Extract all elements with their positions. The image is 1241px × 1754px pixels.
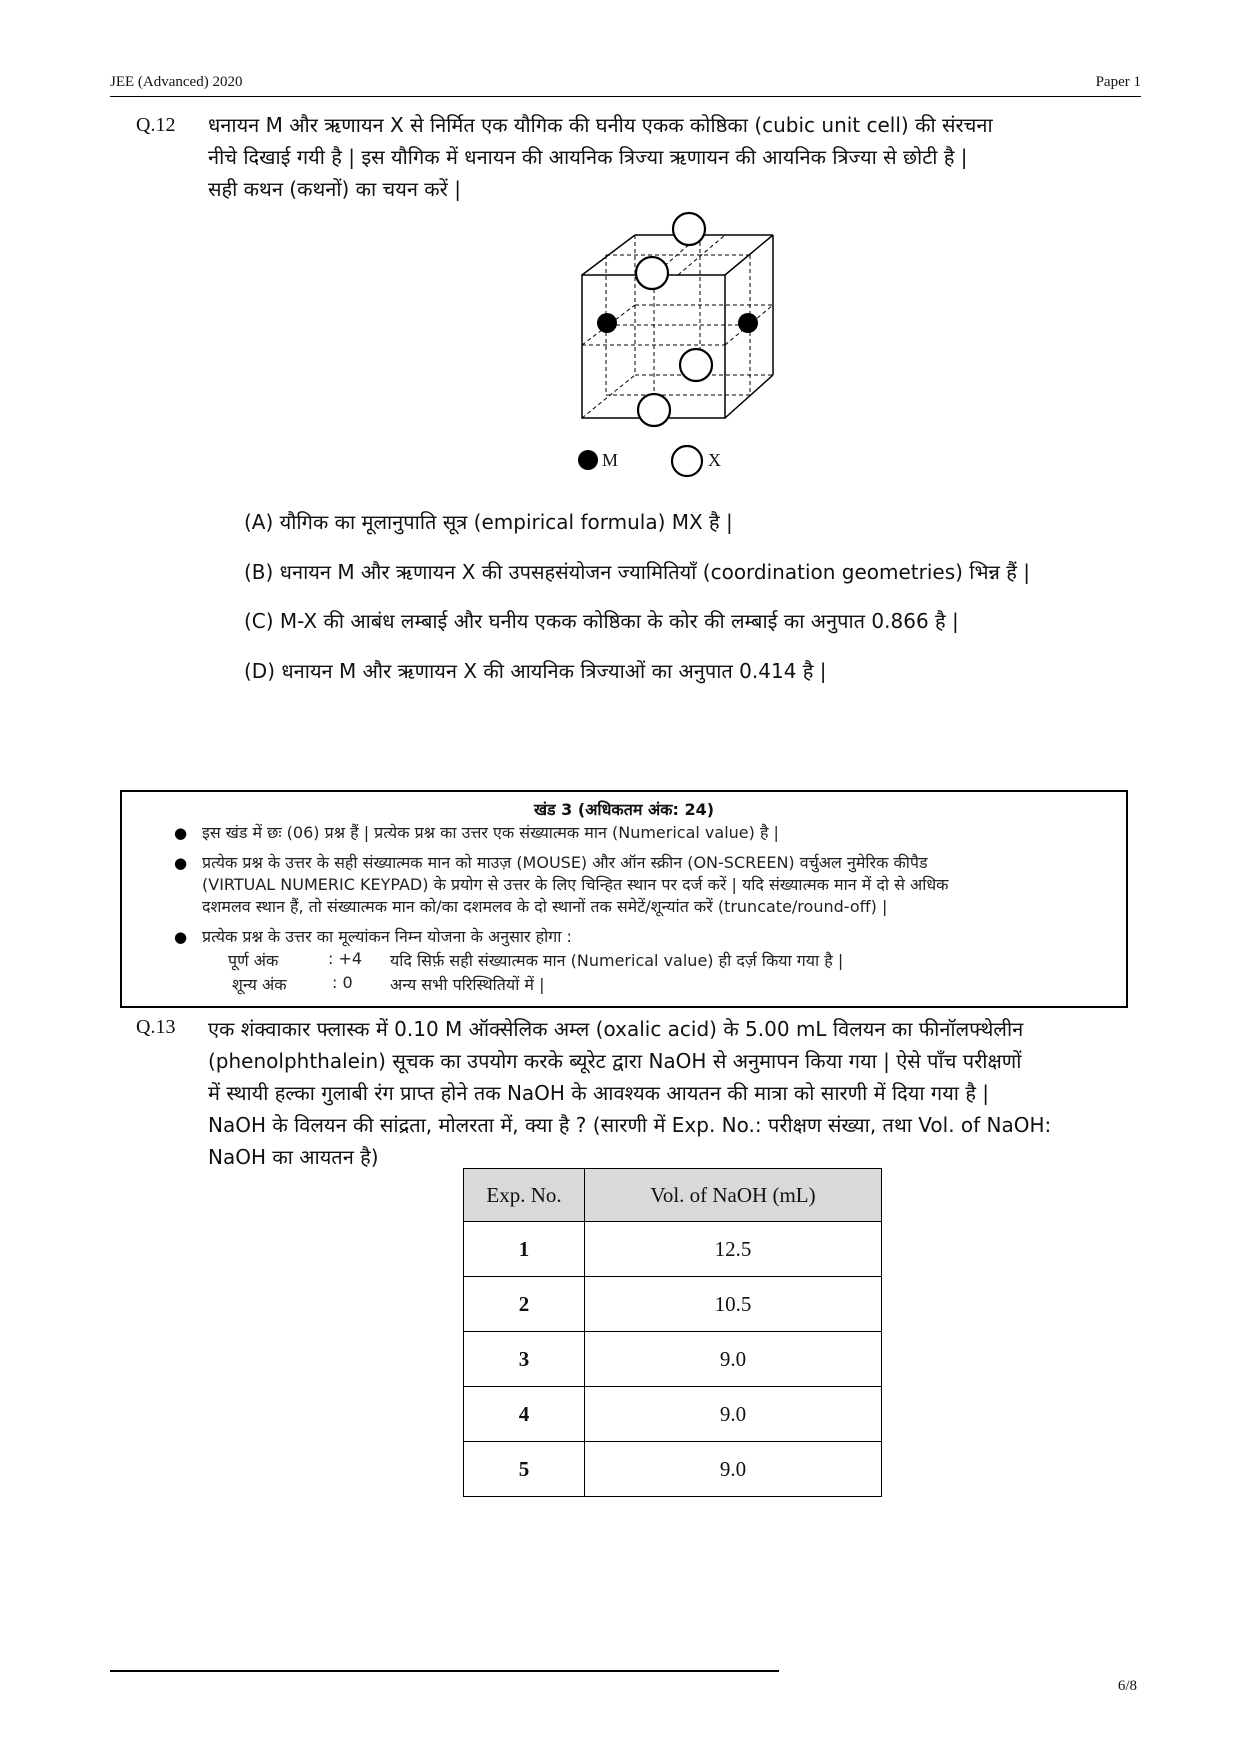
q13-number: Q.13	[136, 1016, 176, 1038]
q12-line-1: धनायन M और ऋणायन X से निर्मित एक यौगिक की घनीय एकक कोष्ठिका (cubic unit cell) की संरचना	[208, 113, 993, 137]
table-cell-exp: 3	[464, 1332, 585, 1387]
q13-line-1: एक शंक्वाकार फ्लास्क में 0.10 M ऑक्सेलिक अम्ल (oxalic acid) के 5.00 mL विलयन का फीनॉलफ्थेलीन	[208, 1017, 1024, 1041]
q13-line-3: में स्थायी हल्का गुलाबी रंग प्राप्त होने तक NaOH के आवश्यक आयतन की मात्रा को सारणी में दिया गया है |	[208, 1081, 990, 1105]
full-marks-label: पूर्ण अंक	[228, 951, 279, 970]
page-number: 6/8	[1117, 1678, 1137, 1694]
table-header-vol: Vol. of NaOH (mL)	[585, 1169, 882, 1222]
table-row	[464, 1387, 882, 1442]
table-row	[464, 1222, 882, 1277]
section3-bullet-2	[202, 852, 1102, 918]
header-right: Paper 1	[1095, 74, 1141, 90]
table-cell-exp: 5	[464, 1442, 585, 1497]
table-cell-vol: 10.5	[585, 1277, 882, 1332]
legend-x-label: X	[708, 450, 721, 470]
q12-option-d: (D) धनायन M और ऋणायन X की आयनिक त्रिज्याओं का अनुपात 0.414 है |	[244, 659, 827, 683]
table-row	[464, 1442, 882, 1497]
section3-bullet-2-line-2: (VIRTUAL NUMERIC KEYPAD) के प्रयोग से उत्तर के लिए चिन्हित स्थान पर दर्ज करें | यदि संख्यात्मक मान में दो से अधिक	[202, 875, 949, 894]
x-ion-lower	[680, 349, 712, 381]
table-header-exp: Exp. No.	[464, 1169, 585, 1222]
zero-marks-desc: अन्य सभी परिस्थितियों में |	[390, 975, 545, 994]
unit-cell-diagram	[560, 205, 790, 450]
table-row	[464, 1332, 882, 1387]
m-ion-left	[597, 313, 617, 333]
q12-line-3: सही कथन (कथनों) का चयन करें |	[208, 177, 461, 201]
section3-title: खंड 3 (अधिकतम अंक: 24)	[533, 800, 715, 819]
table-row	[464, 1277, 882, 1332]
full-marks-desc: यदि सिर्फ़ सही संख्यात्मक मान (Numerical value) ही दर्ज़ किया गया है |	[390, 951, 844, 970]
header-left: JEE (Advanced) 2020	[110, 74, 243, 90]
section3-bullet-3: ● प्रत्येक प्रश्न के उत्तर का मूल्यांकन निम्न योजना के अनुसार होगा :	[202, 926, 1102, 948]
table-cell-vol: 9.0	[585, 1332, 882, 1387]
q12-option-b: (B) धनायन M और ऋणायन X की उपसहसंयोजन ज्यामितियाँ (coordination geometries) भिन्न हैं |	[244, 560, 1031, 584]
table-cell-exp: 1	[464, 1222, 585, 1277]
footer-rule	[110, 1670, 779, 1672]
section3-bullet-2-line-3: दशमलव स्थान हैं, तो संख्यात्मक मान को/का दशमलव के दो स्थानों तक समेटें/शून्यांत करें (truncate/round-off) |	[202, 897, 888, 916]
header-rule	[110, 96, 1141, 97]
q12-option-c: (C) M-X की आबंध लम्बाई और घनीय एकक कोष्ठिका के कोर की लम्बाई का अनुपात 0.866 है |	[244, 609, 959, 633]
table-cell-vol: 9.0	[585, 1387, 882, 1442]
zero-marks-label: शून्य अंक	[232, 975, 287, 994]
full-marks-value: : +4	[328, 949, 363, 968]
zero-marks-value: : 0	[332, 973, 353, 992]
m-ion-right	[738, 313, 758, 333]
q13-line-2: (phenolphthalein) सूचक का उपयोग करके ब्यूरेट द्वारा NaOH से अनुमापन किया गया | ऐसे पाँच परीक्षणों	[208, 1049, 1022, 1073]
x-ion-bottom	[638, 394, 670, 426]
section3-bullet-1: ● इस खंड में छः (06) प्रश्न हैं | प्रत्येक प्रश्न का उत्तर एक संख्यात्मक मान (Numerical value) है |	[202, 822, 1102, 844]
table-cell-exp: 2	[464, 1277, 585, 1332]
legend-m-label: M	[602, 450, 619, 470]
legend-m-marker	[576, 448, 600, 472]
x-ion-upper	[636, 257, 668, 289]
table-cell-vol: 9.0	[585, 1442, 882, 1497]
table-cell-exp: 4	[464, 1387, 585, 1442]
table-cell-vol: 12.5	[585, 1222, 882, 1277]
q12-option-a: (A) यौगिक का मूलानुपाति सूत्र (empirical formula) MX है |	[244, 510, 733, 534]
q12-line-2: नीचे दिखाई गयी है | इस यौगिक में धनायन की आयनिक त्रिज्या ऋणायन की आयनिक त्रिज्या से छोटी है |	[208, 145, 968, 169]
titration-table	[463, 1168, 882, 1497]
q12-number: Q.12	[136, 114, 176, 136]
section3-bullet-2-line-1: ● प्रत्येक प्रश्न के उत्तर के सही संख्यात्मक मान को माउज़ (MOUSE) और ऑन स्क्रीन (ON-SCREEN) वर्चुअल नुमेरिक कीपैड	[202, 853, 928, 872]
q13-line-5: NaOH का आयतन है)	[208, 1145, 379, 1169]
table-header-row	[464, 1169, 882, 1222]
legend-x-marker	[670, 444, 704, 478]
q13-line-4: NaOH के विलयन की सांद्रता, मोलरता में, क्या है ? (सारणी में Exp. No.: परीक्षण संख्या, तथा Vol. of NaOH:	[208, 1113, 1052, 1137]
x-ion-top	[673, 213, 705, 245]
section3-instructions	[120, 790, 1128, 1008]
